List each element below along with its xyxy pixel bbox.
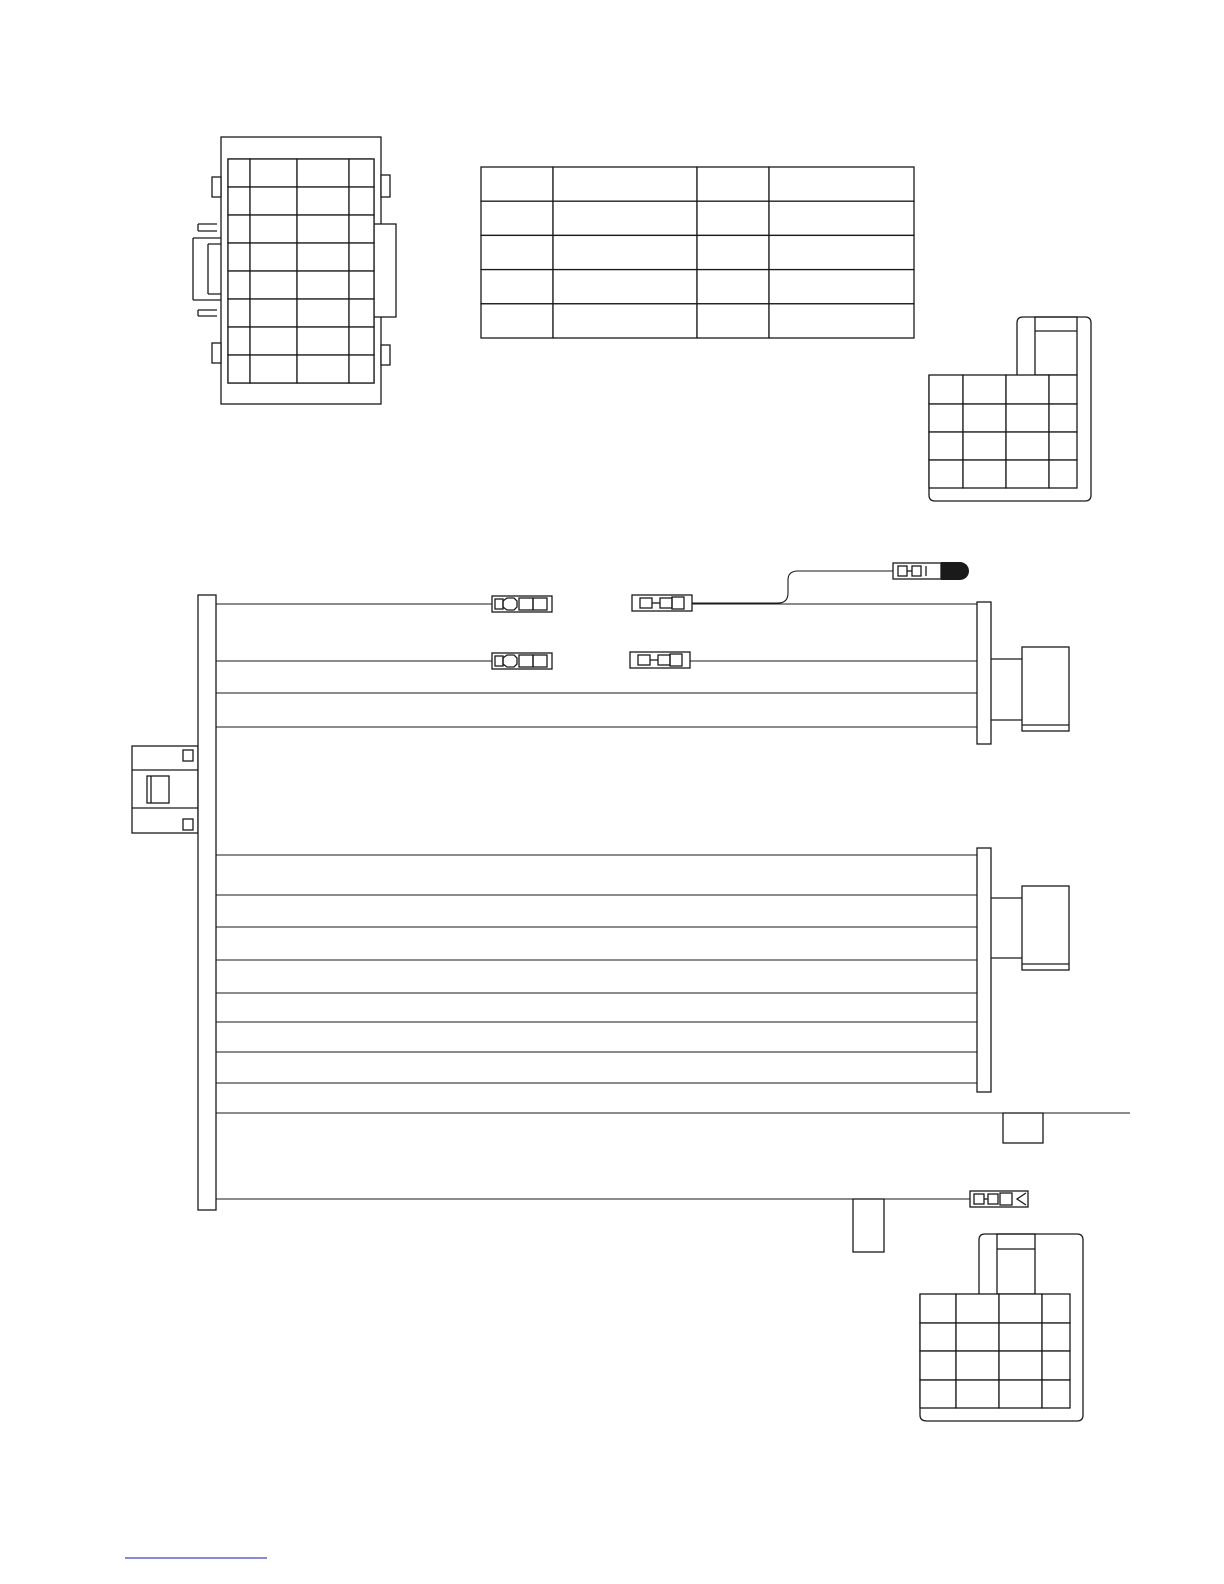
main-connector-pin-grid bbox=[228, 159, 374, 383]
main-pin-cell-r7c1 bbox=[228, 327, 250, 355]
pin-table-cell-r4c3 bbox=[697, 270, 769, 304]
pin-table-cell-r3c3 bbox=[697, 235, 769, 269]
right-pin-cell-r2c4 bbox=[1049, 404, 1077, 432]
inline-box-right bbox=[1003, 1113, 1043, 1143]
pin-table-cell-r5c2 bbox=[553, 304, 697, 338]
pin-table-cell-r4c1 bbox=[481, 270, 553, 304]
bottom-pin-cell-r4c3 bbox=[999, 1380, 1042, 1408]
main-pin-cell-r8c1 bbox=[228, 355, 250, 383]
wire-led-lead bbox=[688, 571, 893, 603]
main-connector-face bbox=[193, 137, 396, 404]
pin-table-cell-r3c4 bbox=[769, 235, 914, 269]
main-pin-cell-r4c1 bbox=[228, 243, 250, 271]
bottom-pin-cell-r1c3 bbox=[999, 1294, 1042, 1323]
main-pin-cell-r7c3 bbox=[297, 327, 349, 355]
pin-table-cell-r2c1 bbox=[481, 201, 553, 235]
right-pin-cell-r4c2 bbox=[963, 460, 1006, 488]
harness-right-bar-lower bbox=[977, 848, 991, 1092]
bottom-pin-cell-r2c1 bbox=[920, 1323, 956, 1351]
spade-terminal-icon bbox=[492, 596, 552, 612]
bottom-pin-cell-r3c2 bbox=[956, 1351, 999, 1380]
right-pin-cell-r2c2 bbox=[963, 404, 1006, 432]
pin-table-cell-r5c3 bbox=[697, 304, 769, 338]
main-pin-cell-r2c2 bbox=[250, 187, 297, 215]
bottom-connector-face bbox=[920, 1234, 1083, 1421]
harness-right-bar-upper bbox=[977, 602, 991, 744]
pin-table-cell-r2c4 bbox=[769, 201, 914, 235]
pin-table-cell-r4c2 bbox=[553, 270, 697, 304]
main-pin-cell-r6c2 bbox=[250, 299, 297, 327]
bottom-pin-cell-r2c3 bbox=[999, 1323, 1042, 1351]
bottom-pin-cell-r3c3 bbox=[999, 1351, 1042, 1380]
right-pin-cell-r3c2 bbox=[963, 432, 1006, 460]
main-pin-cell-r7c2 bbox=[250, 327, 297, 355]
right-pin-cell-r4c1 bbox=[929, 460, 963, 488]
right-pin-cell-r4c3 bbox=[1006, 460, 1049, 488]
spade-terminals bbox=[492, 595, 1028, 1207]
pin-table-cell-r4c4 bbox=[769, 270, 914, 304]
pin-table-cell-r3c1 bbox=[481, 235, 553, 269]
right-pin-cell-r4c4 bbox=[1049, 460, 1077, 488]
right-connector-face bbox=[929, 317, 1091, 501]
bottom-pin-cell-r4c2 bbox=[956, 1380, 999, 1408]
main-pin-cell-r8c2 bbox=[250, 355, 297, 383]
bottom-pin-cell-r3c4 bbox=[1042, 1351, 1070, 1380]
bottom-pin-cell-r1c1 bbox=[920, 1294, 956, 1323]
pin-table-cell-r1c2 bbox=[553, 167, 697, 201]
spade-terminal-icon bbox=[970, 1191, 1028, 1207]
main-pin-cell-r2c4 bbox=[349, 187, 374, 215]
main-pin-cell-r4c3 bbox=[297, 243, 349, 271]
main-pin-cell-r4c2 bbox=[250, 243, 297, 271]
harness-left-connector bbox=[132, 746, 198, 833]
main-pin-cell-r3c4 bbox=[349, 215, 374, 243]
main-pin-cell-r2c3 bbox=[297, 187, 349, 215]
bottom-pin-cell-r1c2 bbox=[956, 1294, 999, 1323]
main-pin-cell-r1c3 bbox=[297, 159, 349, 187]
main-pin-cell-r1c2 bbox=[250, 159, 297, 187]
main-pin-cell-r5c2 bbox=[250, 271, 297, 299]
main-pin-cell-r6c4 bbox=[349, 299, 374, 327]
main-pin-cell-r6c3 bbox=[297, 299, 349, 327]
bottom-pin-cell-r1c4 bbox=[1042, 1294, 1070, 1323]
harness-left-bar bbox=[198, 595, 216, 1210]
right-pin-cell-r3c1 bbox=[929, 432, 963, 460]
main-pin-cell-r3c2 bbox=[250, 215, 297, 243]
main-pin-cell-r8c3 bbox=[297, 355, 349, 383]
pin-table-cell-r3c2 bbox=[553, 235, 697, 269]
plug-housing-lower bbox=[991, 886, 1069, 970]
right-pin-cell-r1c3 bbox=[1006, 375, 1049, 404]
bottom-pin-cell-r4c4 bbox=[1042, 1380, 1070, 1408]
right-pin-cell-r2c3 bbox=[1006, 404, 1049, 432]
right-pin-cell-r1c2 bbox=[963, 375, 1006, 404]
pin-table-cell-r2c2 bbox=[553, 201, 697, 235]
main-pin-cell-r1c1 bbox=[228, 159, 250, 187]
spade-terminal-icon bbox=[630, 652, 690, 668]
pin-assignment-table bbox=[481, 167, 914, 338]
right-pin-cell-r2c1 bbox=[929, 404, 963, 432]
right-connector-pin-grid bbox=[929, 375, 1077, 488]
main-pin-cell-r3c3 bbox=[297, 215, 349, 243]
pin-table-cell-r5c4 bbox=[769, 304, 914, 338]
pin-table-cell-r2c3 bbox=[697, 201, 769, 235]
main-pin-cell-r4c4 bbox=[349, 243, 374, 271]
main-pin-cell-r8c4 bbox=[349, 355, 374, 383]
right-pin-cell-r1c1 bbox=[929, 375, 963, 404]
pin-table-cell-r1c4 bbox=[769, 167, 914, 201]
right-pin-cell-r3c3 bbox=[1006, 432, 1049, 460]
main-pin-cell-r5c3 bbox=[297, 271, 349, 299]
main-pin-cell-r2c1 bbox=[228, 187, 250, 215]
led-icon bbox=[893, 562, 969, 580]
bottom-pin-cell-r4c1 bbox=[920, 1380, 956, 1408]
main-pin-cell-r7c4 bbox=[349, 327, 374, 355]
right-pin-cell-r3c4 bbox=[1049, 432, 1077, 460]
main-pin-cell-r5c1 bbox=[228, 271, 250, 299]
spade-terminal-icon bbox=[492, 653, 552, 669]
bottom-connector-pin-grid bbox=[920, 1294, 1070, 1408]
bottom-pin-cell-r2c2 bbox=[956, 1323, 999, 1351]
pin-table-cell-r1c3 bbox=[697, 167, 769, 201]
right-pin-cell-r1c4 bbox=[1049, 375, 1077, 404]
pin-table-cell-r1c1 bbox=[481, 167, 553, 201]
pin-table-cell-r5c1 bbox=[481, 304, 553, 338]
main-pin-cell-r6c1 bbox=[228, 299, 250, 327]
main-pin-cell-r1c4 bbox=[349, 159, 374, 187]
main-pin-cell-r5c4 bbox=[349, 271, 374, 299]
plug-housing-upper bbox=[991, 647, 1069, 731]
main-pin-cell-r3c1 bbox=[228, 215, 250, 243]
bottom-pin-cell-r2c4 bbox=[1042, 1323, 1070, 1351]
bottom-pin-cell-r3c1 bbox=[920, 1351, 956, 1380]
spade-terminal-icon bbox=[632, 595, 692, 611]
inline-fuse-holder bbox=[853, 1199, 884, 1252]
